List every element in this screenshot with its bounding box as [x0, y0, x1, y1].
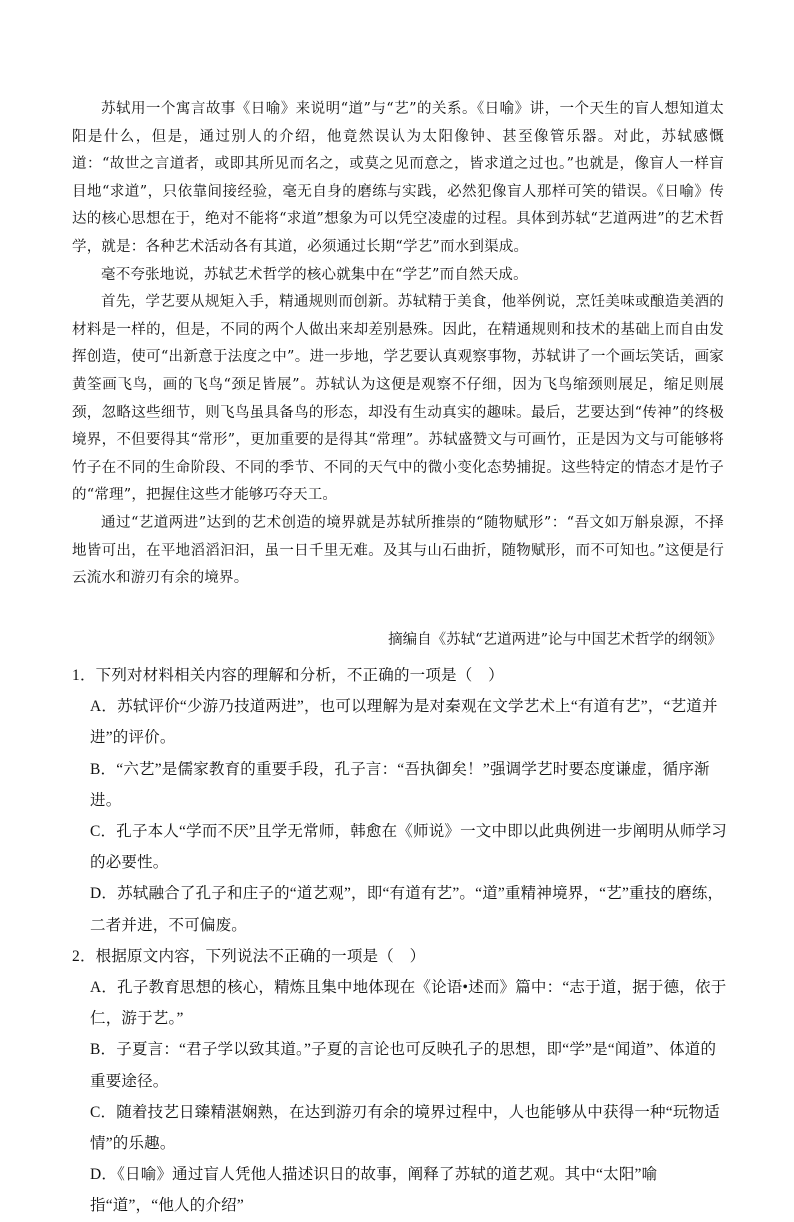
question-stem: 1．下列对材料相关内容的理解和分析，不正确的一项是（ ）	[72, 667, 504, 684]
passage-paragraph: 通过“艺道两进”达到的艺术创造的境界就是苏轼所推崇的“随物赋形”：“吾文如万斛泉源，不择地皆可出，在平地滔滔汩汩，虽一日千里无难。及其与山石曲折，随物赋形，而不可知也。”这便是行云流水和游刃有余的境界。	[72, 514, 724, 587]
question-stem: 2．根据原文内容，下列说法不正确的一项是（ ）	[72, 947, 426, 965]
option-list	[72, 972, 728, 1222]
passage-paragraph: 苏轼用一个寓言故事《日喻》来说明“道”与“艺”的关系。《日喻》讲，一个天生的盲人想知道太阳是什么，但是，通过别人的介绍，他竟然误认为太阳像钟、甚至像管乐器。对此，苏轼感慨道：“故世之言道者，或即其所见而名之，或莫之见而意之，皆求道之过也。”也就是，像盲人一样盲目地“求道”，只依靠间接经验，毫无自身的磨练与实践，必然犯像盲人那样可笑的错误。《日喻》传达的核心思想在于，绝对不能将“求道”想象为可以凭空凌虚的过程。具体到苏轼“艺道两进”的艺术哲学，就是：各种艺术活动各有其道，必须通过长期“学艺”而水到渠成。	[72, 101, 724, 255]
option-a[interactable]: A．孔子教育思想的核心，精炼且集中地体现在《论语•述而》篇中：“志于道，据于德，依于仁，游于艺。”	[90, 979, 727, 1028]
option-a[interactable]: A．苏轼评价“少游乃技道两进”，也可以理解为是对秦观在文学艺术上“有道有艺”，“艺道并进”的评价。	[90, 698, 718, 747]
option-c[interactable]: C．随着技艺日臻精湛娴熟，在达到游刃有余的境界过程中，人也能够从中获得一种“玩物适情”的乐趣。	[90, 1103, 720, 1153]
option-d[interactable]: D．苏轼融合了孔子和庄子的“道艺观”，即“有道有艺”。“道”重精神境界，“艺”重技的磨练，二者并进，不可偏废。	[90, 885, 724, 934]
passage-paragraph: 首先，学艺要从规矩入手，精通规则而创新。苏轼精于美食，他举例说，烹饪美味或酿造美酒的材料是一样的，但是，不同的两个人做出来却差别悬殊。因此，在精通规则和技术的基础上而自由发挥创造，使可“出新意于法度之中”。进一步地，学艺要认真观察事物，苏轼讲了一个画坛笑话，画家黄筌画飞鸟，画的飞鸟“颈足皆展”。苏轼认为这便是观察不仔细，因为飞鸟缩颈则展足，缩足则展颈，忽略这些细节，则飞鸟虽具备鸟的形态，却没有生动真实的趣味。最后，艺要达到“传神”的终极境界，不但要得其“常形”，更加重要的是得其“常理”。苏轼盛赞文与可画竹，正是因为文与可能够将竹子在不同的生命阶段、不同的季节、不同的天气中的微小变化态势捕捉。这些特定的情态才是竹子的“常理”，把握住这些才能够巧夺天工。	[72, 294, 724, 504]
question-2	[72, 941, 728, 1222]
question-1	[72, 660, 728, 941]
option-d[interactable]: D．《日喻》通过盲人凭他人描述识日的故事，阐释了苏轼的道艺观。其中“太阳”喻指“道”，“他人的介绍”	[90, 1166, 658, 1215]
reading-passage	[72, 96, 724, 593]
question-list	[72, 660, 728, 1222]
passage-paragraph: 毫不夸张地说，苏轼艺术哲学的核心就集中在“学艺”而自然天成。	[101, 266, 528, 283]
option-list	[72, 691, 728, 941]
passage-source: 摘编自《苏轼“艺道两进”论与中国艺术哲学的纲领》	[388, 632, 722, 648]
option-c[interactable]: C．孔子本人“学而不厌”且学无常师，韩愈在《师说》一文中即以此典例进一步阐明从师学习的必要性。	[90, 823, 728, 872]
option-b[interactable]: B．“六艺”是儒家教育的重要手段，孔子言：“吾执御矣！”强调学艺时要态度谦虚，循序渐进。	[90, 760, 710, 809]
option-b[interactable]: B．子夏言：“君子学以致其道。”子夏的言论也可反映孔子的思想，即“学”是“闻道”、体道的重要途径。	[90, 1041, 717, 1090]
